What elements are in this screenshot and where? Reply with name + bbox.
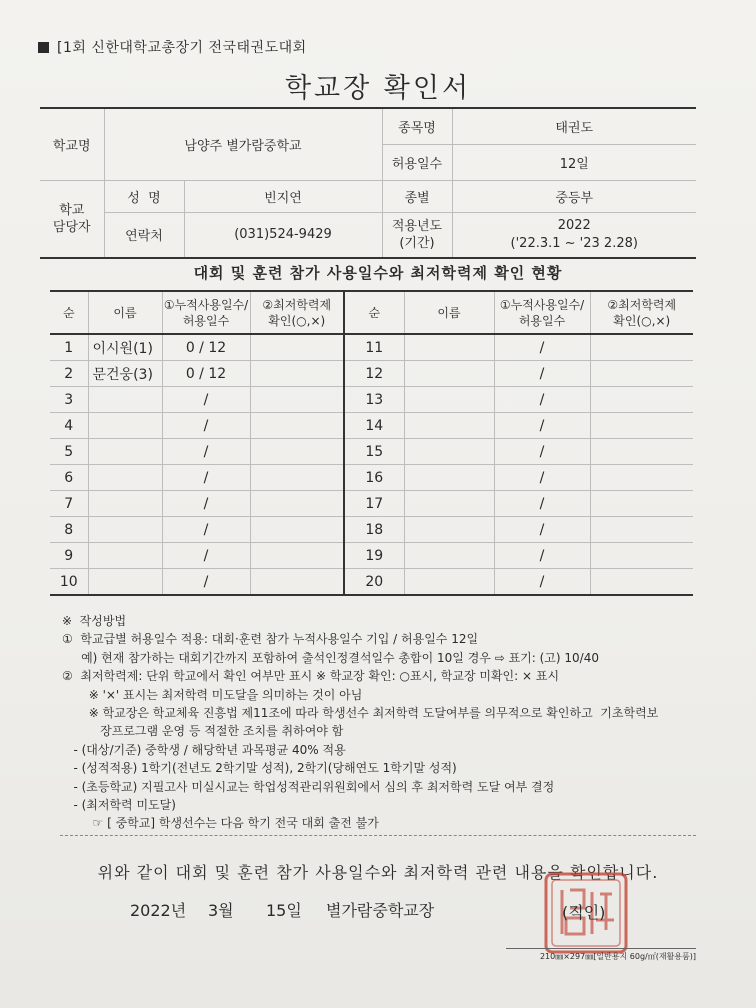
row-min-2 (590, 517, 693, 543)
row-min-2 (590, 361, 693, 387)
note-line: ① 학교급별 허용일수 적용: 대회·훈련 참가 누적사용일수 기입 / 허용일수 12일 (62, 632, 479, 647)
header-min-2: ②최저학력제 확인(○,×) (590, 291, 693, 334)
row-name-2 (404, 465, 494, 491)
row-name (88, 569, 162, 596)
row-num: 8 (50, 517, 88, 543)
name-label: 성 명 (104, 180, 184, 212)
row-days-2: / (494, 569, 590, 596)
row-min-2 (590, 334, 693, 361)
note-line: - (성적적용) 1학기(전년도 2학기말 성적), 2학기(당해연도 1학기말 성적) (62, 761, 457, 776)
row-days: / (162, 491, 250, 517)
square-bullet-icon (38, 42, 49, 53)
row-name-2 (404, 543, 494, 569)
row-num-2: 16 (344, 465, 404, 491)
row-min (250, 387, 344, 413)
days-value: 12일 (452, 144, 696, 180)
row-num-2: 14 (344, 413, 404, 439)
note-line: - (최저학력 미도달) (62, 798, 176, 813)
table-row (50, 413, 693, 439)
seal-label: (직인) (562, 903, 606, 922)
row-min (250, 439, 344, 465)
table-row (50, 517, 693, 543)
table-row (50, 569, 693, 596)
row-name (88, 413, 162, 439)
row-num: 9 (50, 543, 88, 569)
row-min (250, 517, 344, 543)
principal-title: 별가람중학교장 (326, 901, 435, 920)
row-name-2 (404, 569, 494, 596)
row-days: 0 / 12 (162, 361, 250, 387)
contact-value: (031)524-9429 (184, 212, 382, 258)
row-name: 이시원(1) (88, 334, 162, 361)
row-name-2 (404, 491, 494, 517)
table-row (50, 491, 693, 517)
school-info-table (40, 107, 696, 259)
row-days-2: / (494, 387, 590, 413)
school-value: 남양주 별가람중학교 (104, 108, 382, 180)
note-line: ☞ [ 중학교] 학생선수는 다음 학기 전국 대회 출전 불가 (62, 816, 379, 831)
school-label: 학교명 (40, 108, 104, 180)
header-days-2: ①누적사용일수/ 허용일수 (494, 291, 590, 334)
row-num-2: 15 (344, 439, 404, 465)
sign-month: 3월 (208, 901, 234, 920)
row-name (88, 387, 162, 413)
row-days: / (162, 517, 250, 543)
header-name: 이름 (88, 291, 162, 334)
row-name (88, 543, 162, 569)
table-row (50, 334, 693, 361)
row-num-2: 20 (344, 569, 404, 596)
note-line: - (초등학교) 지필고사 미실시교는 학업성적관리위원회에서 심의 후 최저학력 도달 여부 결정 (62, 779, 555, 794)
manager-label: 학교 담당자 (40, 180, 104, 258)
roster-header-row (50, 291, 693, 334)
row-days: / (162, 465, 250, 491)
days-label: 허용일수 (382, 144, 452, 180)
note-line: ※ 학교장은 학교체육 진흥법 제11조에 따라 학생선수 최저학력 도달여부를 의무적으로 확인하고 기초학력보 (62, 706, 659, 721)
row-num: 3 (50, 387, 88, 413)
row-days: 0 / 12 (162, 334, 250, 361)
row-days-2: / (494, 334, 590, 361)
row-min (250, 491, 344, 517)
sign-year: 2022년 (130, 901, 187, 920)
table-row (50, 465, 693, 491)
row-min (250, 465, 344, 491)
row-num-2: 19 (344, 543, 404, 569)
sign-day: 15일 (266, 901, 302, 920)
row-min (250, 361, 344, 387)
name-value: 빈지연 (184, 180, 382, 212)
row-num-2: 17 (344, 491, 404, 517)
row-num: 6 (50, 465, 88, 491)
row-days-2: / (494, 413, 590, 439)
row-days-2: / (494, 543, 590, 569)
row-name (88, 491, 162, 517)
row-days: / (162, 413, 250, 439)
row-min-2 (590, 491, 693, 517)
row-num: 4 (50, 413, 88, 439)
row-days-2: / (494, 491, 590, 517)
note-line: 장프로그램 운영 등 적절한 조치를 취하여야 함 (62, 724, 344, 739)
summary-title: 대회 및 훈련 참가 사용일수와 최저학력제 확인 현황 (193, 264, 563, 282)
sport-label: 종목명 (382, 108, 452, 144)
row-name-2 (404, 334, 494, 361)
row-num-2: 13 (344, 387, 404, 413)
divider (60, 835, 696, 836)
row-num-2: 18 (344, 517, 404, 543)
note-line: ※ '×' 표시는 최저학력 미도달을 의미하는 것이 아님 (62, 687, 363, 702)
table-row (50, 439, 693, 465)
contact-label: 연락처 (104, 212, 184, 258)
table-row (50, 543, 693, 569)
row-name (88, 465, 162, 491)
row-min (250, 334, 344, 361)
row-name-2 (404, 413, 494, 439)
row-name-2 (404, 439, 494, 465)
sport-value: 태권도 (452, 108, 696, 144)
table-row (50, 387, 693, 413)
roster-table (50, 290, 693, 596)
row-days: / (162, 439, 250, 465)
row-days: / (162, 543, 250, 569)
row-num: 5 (50, 439, 88, 465)
row-min-2 (590, 569, 693, 596)
header-min: ②최저학력제 확인(○,×) (250, 291, 344, 334)
year-cell (452, 212, 696, 258)
row-name (88, 517, 162, 543)
note-line: - (대상/기준) 중학생 / 해당학년 과목평균 40% 적용 (62, 742, 346, 757)
header-num: 순 (50, 291, 88, 334)
row-name-2 (404, 361, 494, 387)
row-num: 2 (50, 361, 88, 387)
header-num-2: 순 (344, 291, 404, 334)
row-name (88, 439, 162, 465)
header-name-2: 이름 (404, 291, 494, 334)
writing-instructions (62, 612, 722, 833)
row-min-2 (590, 387, 693, 413)
row-days-2: / (494, 361, 590, 387)
row-num-2: 12 (344, 361, 404, 387)
note-line: ※ 작성방법 (62, 614, 127, 628)
row-days: / (162, 387, 250, 413)
type-label: 종별 (382, 180, 452, 212)
row-num-2: 11 (344, 334, 404, 361)
confirm-statement: 위와 같이 대회 및 훈련 참가 사용일수와 최저학력 관련 내용을 확인합니다. (97, 863, 659, 882)
row-name: 문건웅(3) (88, 361, 162, 387)
row-num: 7 (50, 491, 88, 517)
row-days-2: / (494, 465, 590, 491)
row-min-2 (590, 465, 693, 491)
row-min (250, 543, 344, 569)
row-min-2 (590, 413, 693, 439)
type-value: 중등부 (452, 180, 696, 212)
row-min (250, 413, 344, 439)
year-period: ('22.3.1 ~ '23 2.28) (510, 235, 638, 251)
row-min-2 (590, 439, 693, 465)
row-num: 10 (50, 569, 88, 596)
year-label: 적용년도 (기간) (382, 212, 452, 258)
row-days-2: / (494, 517, 590, 543)
note-line: 예) 현재 참가하는 대회기간까지 포함하여 출석인정결석일수 총합이 10일 경우 ⇨ 표기: (고) 10/40 (62, 650, 599, 665)
year-value: 2022 (557, 217, 591, 233)
row-num: 1 (50, 334, 88, 361)
note-line: ② 최저학력제: 단위 학교에서 확인 여부만 표시 ※ 학교장 확인: ○표시, 학교장 미확인: × 표시 (62, 669, 560, 684)
row-name-2 (404, 517, 494, 543)
row-days-2: / (494, 439, 590, 465)
table-row (50, 361, 693, 387)
row-min-2 (590, 543, 693, 569)
page-title: 학교장 확인서 (284, 73, 472, 104)
header-days: ①누적사용일수/ 허용일수 (162, 291, 250, 334)
event-header: [1회 신한대학교총장기 전국태권도대회 (38, 37, 307, 57)
row-days: / (162, 569, 250, 596)
paper-spec: 210㎜×297㎜[일반용지 60g/㎡(재활용품)] (506, 948, 696, 962)
row-name-2 (404, 387, 494, 413)
row-min (250, 569, 344, 596)
